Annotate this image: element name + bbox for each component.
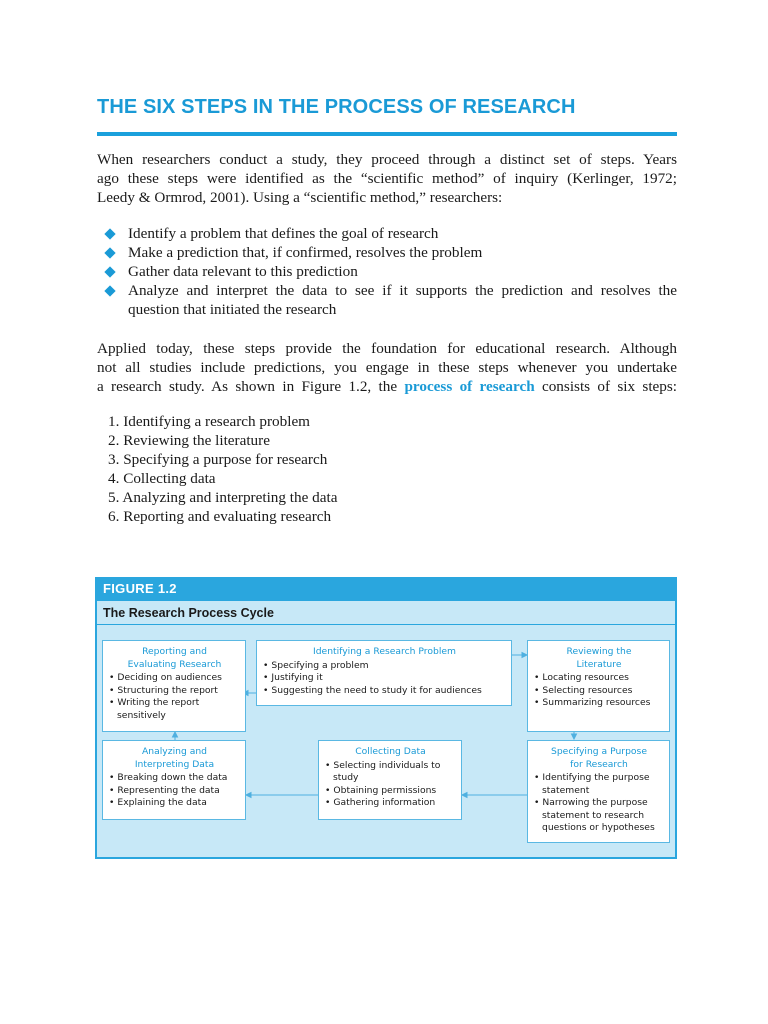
research-steps-list (108, 412, 337, 526)
intro-paragraph (97, 150, 677, 207)
heading-rule (97, 132, 677, 136)
key-term: process of research (404, 378, 535, 395)
box-title: Literature (576, 658, 622, 670)
box-item: • Justifying it (263, 672, 506, 685)
box-item: • Writing the report sensitively (109, 697, 240, 722)
box-item: • Selecting resources (534, 685, 664, 698)
intro-line: When researchers conduct a study, they proceed through a distinct set of steps. Years (97, 151, 677, 168)
list-item: Analyze and interpret the data to see if it supports the prediction and resolves the question that initiated the research (104, 281, 677, 319)
box-item: • Structuring the report (109, 685, 240, 698)
box-item: • Locating resources (534, 672, 664, 685)
box-title: Interpreting Data (134, 758, 215, 770)
diamond-bullet-icon (104, 247, 115, 258)
list-item: 2. Reviewing the literature (108, 432, 270, 449)
list-item: 1. Identifying a research problem (108, 413, 310, 430)
box-item: • Representing the data (109, 785, 240, 798)
box-item: • Selecting individuals to study (325, 760, 456, 785)
box-identifying (256, 640, 512, 706)
box-item: • Narrowing the purpose statement to research questions or hypotheses (534, 797, 664, 835)
box-item: • Deciding on audiences (109, 672, 240, 685)
list-item: 5. Analyzing and interpreting the data (108, 489, 338, 506)
list-item: Identify a problem that defines the goal of research (104, 224, 677, 243)
applied-line: not all studies include predictions, you engage in these steps whenever you undertake (97, 359, 677, 376)
box-title: Analyzing and (142, 746, 207, 757)
box-title: Reporting and (142, 646, 207, 657)
page-heading: THE SIX STEPS IN THE PROCESS OF RESEARCH (97, 96, 576, 118)
box-item: • Gathering information (325, 797, 456, 810)
intro-line: Leedy & Ormrod, 2001). Using a “scientific method,” researchers: (97, 189, 503, 206)
box-item: • Suggesting the need to study it for audiences (263, 685, 506, 698)
box-title: Collecting Data (355, 746, 426, 757)
applied-line: a research study. As shown in Figure 1.2, the process of research consists of six steps: (97, 378, 678, 395)
box-item: • Explaining the data (109, 797, 240, 810)
list-item: Gather data relevant to this prediction (104, 262, 677, 281)
figure-caption: The Research Process Cycle (103, 606, 274, 620)
box-title: Identifying a Research Problem (313, 646, 456, 657)
box-title: Specifying a Purpose (551, 746, 647, 757)
applied-line: Applied today, these steps provide the foundation for educational research. Although (97, 340, 677, 357)
list-item: 4. Collecting data (108, 470, 216, 487)
box-analyzing (102, 740, 246, 820)
list-item: Make a prediction that, if confirmed, resolves the problem (104, 243, 677, 262)
box-item: • Breaking down the data (109, 772, 240, 785)
box-title: Evaluating Research (127, 658, 222, 670)
box-item: • Identifying the purpose statement (534, 772, 664, 797)
box-item: • Obtaining permissions (325, 785, 456, 798)
diamond-bullet-icon (104, 228, 115, 239)
diamond-bullet-icon (104, 266, 115, 277)
box-reporting (102, 640, 246, 732)
box-title: Reviewing the (566, 646, 632, 657)
figure-research-cycle (95, 577, 677, 859)
box-item: • Summarizing resources (534, 697, 664, 710)
figure-label: FIGURE 1.2 (103, 581, 177, 596)
scientific-method-list (104, 224, 677, 319)
intro-line: ago these steps were identified as the “scientific method” of inquiry (Kerlinger, 1972; (97, 170, 677, 187)
box-item: • Specifying a problem (263, 660, 506, 673)
box-collecting (318, 740, 462, 820)
list-item: 6. Reporting and evaluating research (108, 508, 332, 525)
box-reviewing (527, 640, 670, 732)
list-item: 3. Specifying a purpose for research (108, 451, 328, 468)
box-title: for Research (570, 758, 628, 770)
applied-paragraph (97, 339, 677, 396)
box-specifying (527, 740, 670, 843)
diamond-bullet-icon (104, 285, 115, 296)
